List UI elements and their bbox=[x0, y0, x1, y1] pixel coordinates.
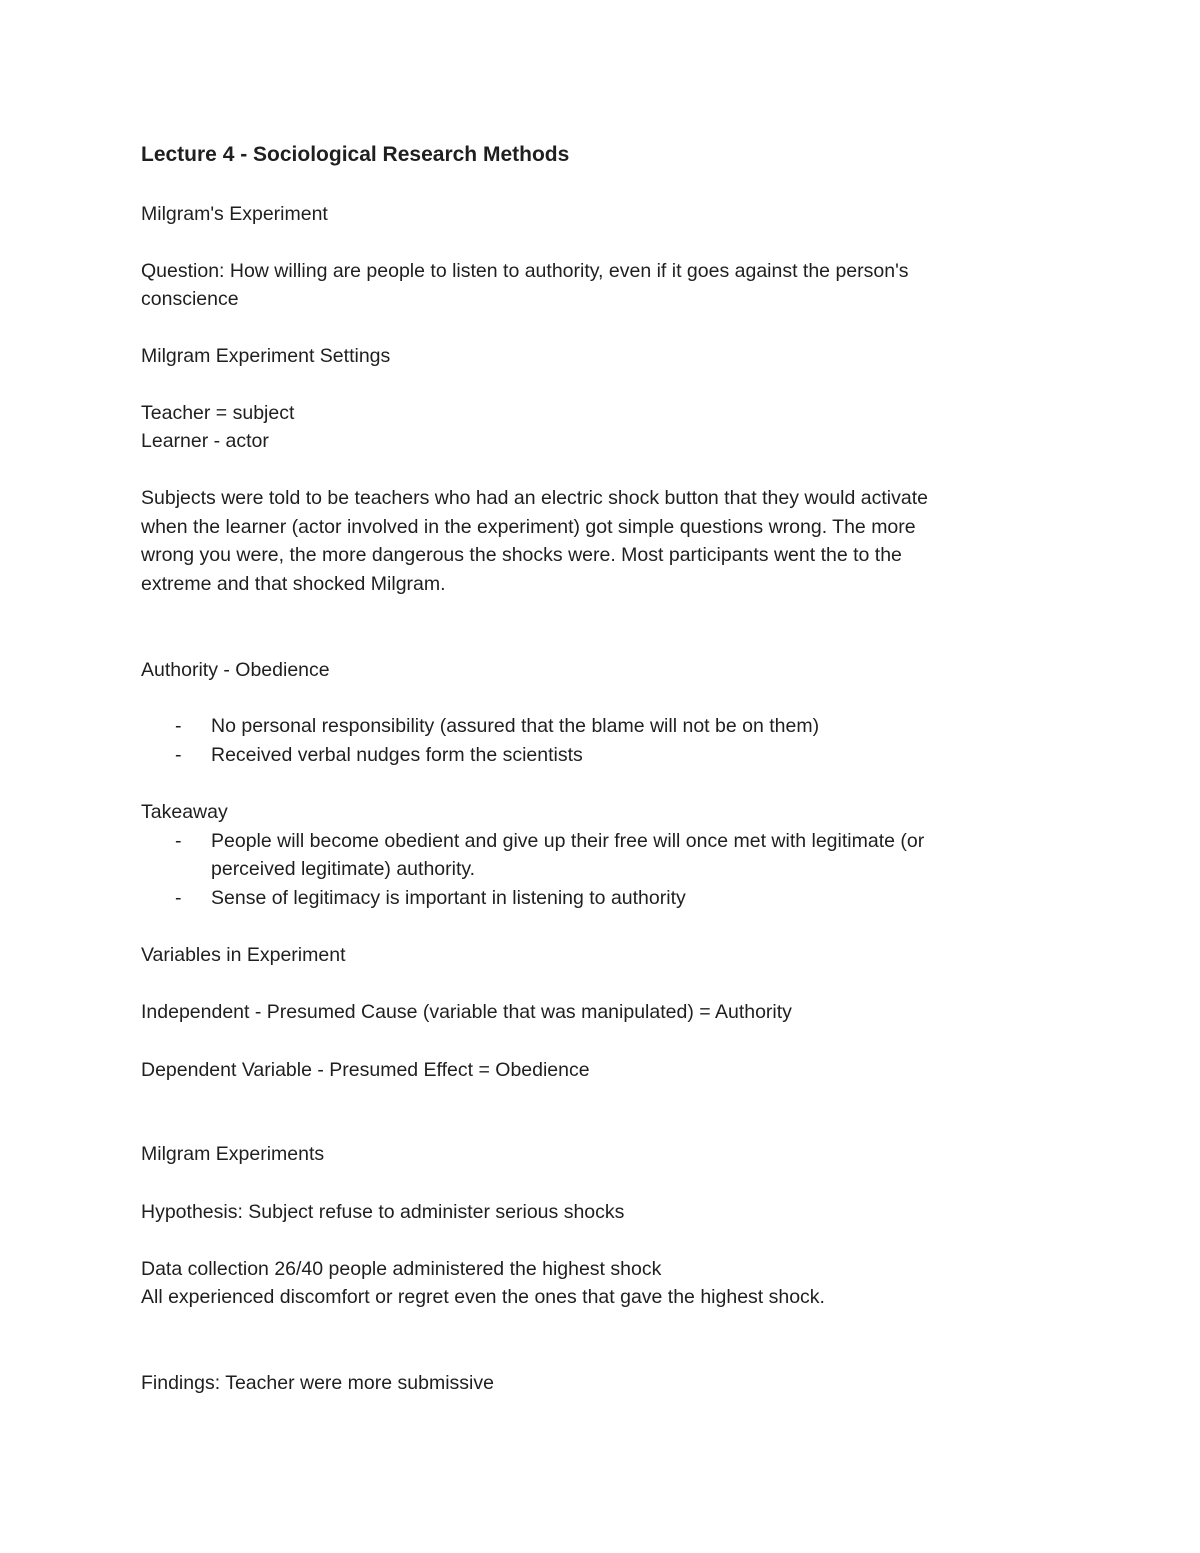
document-title: Lecture 4 - Sociological Research Methods bbox=[141, 143, 570, 166]
milgram-heading: Milgram's Experiment bbox=[141, 203, 328, 225]
authority-heading: Authority - Obedience bbox=[141, 659, 330, 681]
list-bullet: - bbox=[175, 830, 182, 852]
question-line-1: Question: How willing are people to listen to authority, even if it goes against the person's bbox=[141, 260, 909, 282]
list-item: Sense of legitimacy is important in listening to authority bbox=[211, 887, 686, 909]
teacher-line: Teacher = subject bbox=[141, 402, 295, 424]
list-item: People will become obedient and give up their free will once met with legitimate (or bbox=[211, 830, 925, 852]
learner-line: Learner - actor bbox=[141, 430, 269, 452]
variables-heading: Variables in Experiment bbox=[141, 944, 346, 966]
experiments-heading: Milgram Experiments bbox=[141, 1143, 325, 1165]
data-collection-line: Data collection 26/40 people administered the highest shock bbox=[141, 1258, 662, 1280]
list-item: No personal responsibility (assured that the blame will not be on them) bbox=[211, 715, 820, 737]
subjects-paragraph-line: when the learner (actor involved in the experiment) got simple questions wrong. The more bbox=[141, 516, 916, 538]
list-bullet: - bbox=[175, 744, 182, 766]
subjects-paragraph-line: Subjects were told to be teachers who had an electric shock button that they would activate bbox=[141, 487, 928, 509]
discomfort-line: All experienced discomfort or regret even the ones that gave the highest shock. bbox=[141, 1286, 825, 1308]
findings-line: Findings: Teacher were more submissive bbox=[141, 1372, 494, 1394]
list-item: Received verbal nudges form the scientists bbox=[211, 744, 583, 766]
list-bullet: - bbox=[175, 715, 182, 737]
settings-heading: Milgram Experiment Settings bbox=[141, 345, 391, 367]
dependent-variable-line: Dependent Variable - Presumed Effect = Obedience bbox=[141, 1059, 590, 1081]
takeaway-heading: Takeaway bbox=[141, 801, 228, 823]
subjects-paragraph-line: extreme and that shocked Milgram. bbox=[141, 573, 446, 595]
hypothesis-line: Hypothesis: Subject refuse to administer serious shocks bbox=[141, 1201, 625, 1223]
list-bullet: - bbox=[175, 887, 182, 909]
subjects-paragraph-line: wrong you were, the more dangerous the shocks were. Most participants went the to the bbox=[141, 544, 902, 566]
list-item-continuation: perceived legitimate) authority. bbox=[211, 858, 476, 880]
question-line-2: conscience bbox=[141, 288, 239, 310]
independent-variable-line: Independent - Presumed Cause (variable that was manipulated) = Authority bbox=[141, 1001, 792, 1023]
